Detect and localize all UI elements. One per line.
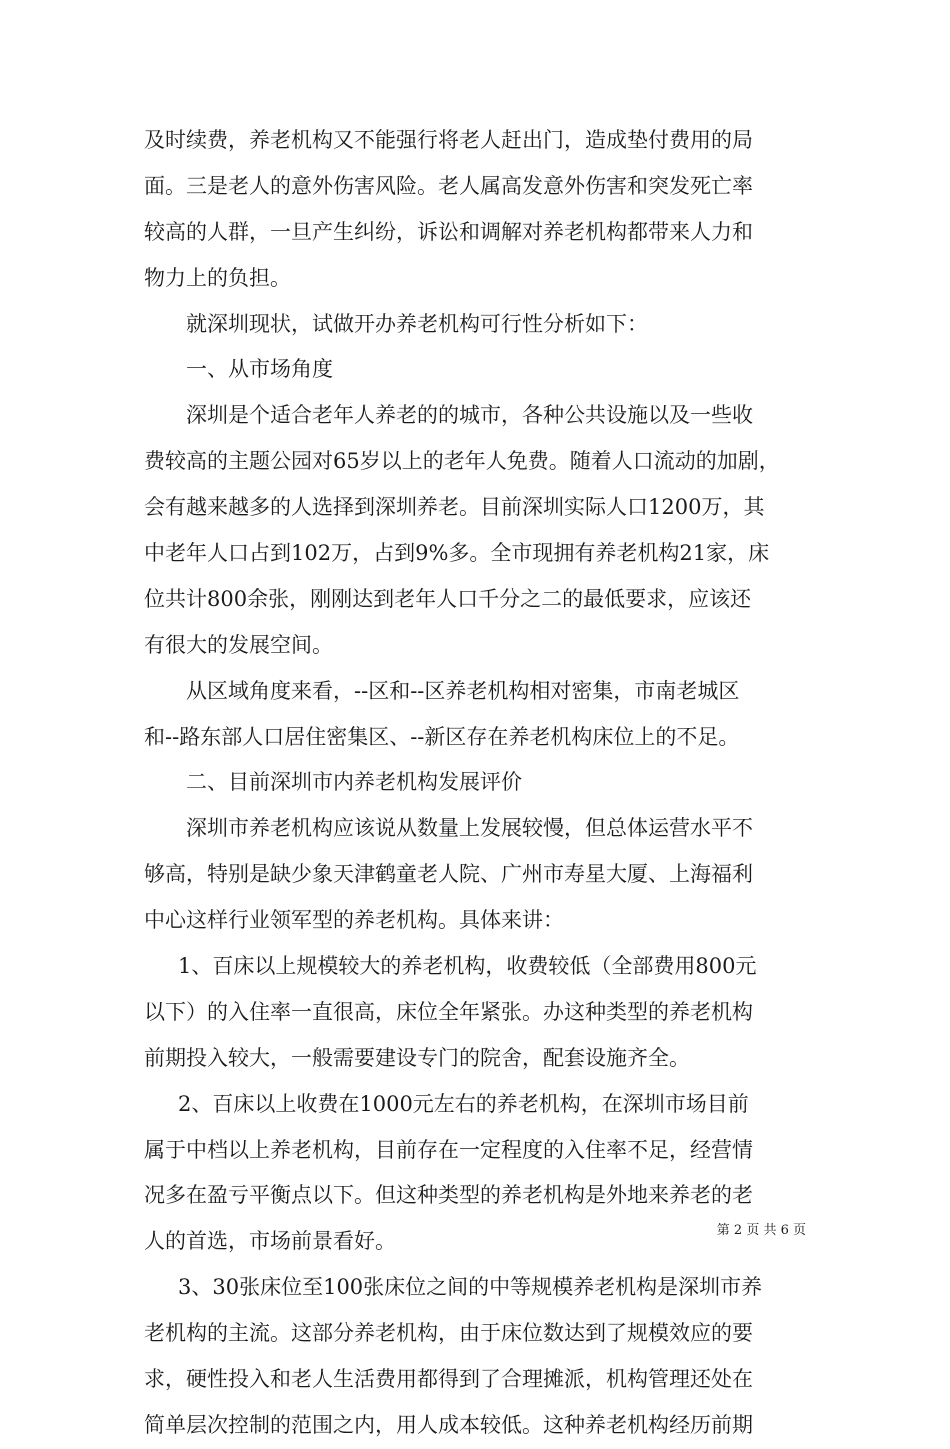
text-line: 深圳市养老机构应该说从数量上发展较慢，但总体运营水平不 xyxy=(186,816,753,841)
text-line: 老机构的主流。这部分养老机构，由于床位数达到了规模效应的要 xyxy=(144,1321,753,1346)
text-line: 面。三是老人的意外伤害风险。老人属高发意外伤害和突发死亡率 xyxy=(144,173,753,198)
text-line: 较高的人群，一旦产生纠纷，诉讼和调解对养老机构都带来人力和 xyxy=(144,219,753,244)
section-heading: 二、目前深圳市内养老机构发展评价 xyxy=(186,770,522,795)
text-line: 前期投入较大，一般需要建设专门的院舍，配套设施齐全。 xyxy=(144,1045,690,1070)
text-line: 费较高的主题公园对65岁以上的老年人免费。随着人口流动的加剧， xyxy=(144,449,780,474)
text-line: 深圳是个适合老年人养老的的城市，各种公共设施以及一些收 xyxy=(186,403,753,428)
text-line: 以下）的入住率一直很高，床位全年紧张。办这种类型的养老机构 xyxy=(144,999,753,1024)
text-line: 够高，特别是缺少象天津鹤童老人院、广州市寿星大厦、上海福利 xyxy=(144,862,753,887)
text-line: 属于中档以上养老机构，目前存在一定程度的入住率不足，经营情 xyxy=(144,1137,753,1162)
text-line: 会有越来越多的人选择到深圳养老。目前深圳实际人口1200万，其 xyxy=(144,495,765,520)
list-item: 1、百床以上规模较大的养老机构，收费较低（全部费用800元 xyxy=(178,954,757,979)
text-line: 就深圳现状，试做开办养老机构可行性分析如下： xyxy=(186,311,648,336)
text-line: 及时续费，养老机构又不能强行将老人赶出门，造成垫付费用的局 xyxy=(144,128,753,152)
text-line: 人的首选，市场前景看好。 xyxy=(144,1229,396,1254)
text-line: 中老年人口占到102万，占到9%多。全市现拥有养老机构21家，床 xyxy=(144,541,770,566)
text-line: 和--路东部人口居住密集区、--新区存在养老机构床位上的不足。 xyxy=(144,724,740,749)
text-line: 中心这样行业领军型的养老机构。具体来讲： xyxy=(144,908,564,933)
document-body xyxy=(144,118,808,1449)
text-line: 从区域角度来看，--区和--区养老机构相对密集，市南老城区 xyxy=(186,678,740,703)
text-line: 简单层次控制的范围之内，用人成本较低。这种养老机构经历前期 xyxy=(144,1412,753,1437)
list-item: 2、百床以上收费在1000元左右的养老机构，在深圳市场目前 xyxy=(178,1091,749,1116)
page-number-footer: 第 2 页 共 6 页 xyxy=(716,1223,806,1238)
text-line: 有很大的发展空间。 xyxy=(144,632,333,657)
list-item: 3、30张床位至100张床位之间的中等规模养老机构是深圳市养 xyxy=(178,1275,763,1300)
text-line: 位共计800余张，刚刚达到老年人口千分之二的最低要求，应该还 xyxy=(144,586,752,611)
text-line: 求，硬性投入和老人生活费用都得到了合理摊派，机构管理还处在 xyxy=(144,1367,753,1392)
text-line: 物力上的负担。 xyxy=(144,265,291,290)
text-line: 况多在盈亏平衡点以下。但这种类型的养老机构是外地来养老的老 xyxy=(144,1183,753,1208)
section-heading: 一、从市场角度 xyxy=(186,357,333,382)
